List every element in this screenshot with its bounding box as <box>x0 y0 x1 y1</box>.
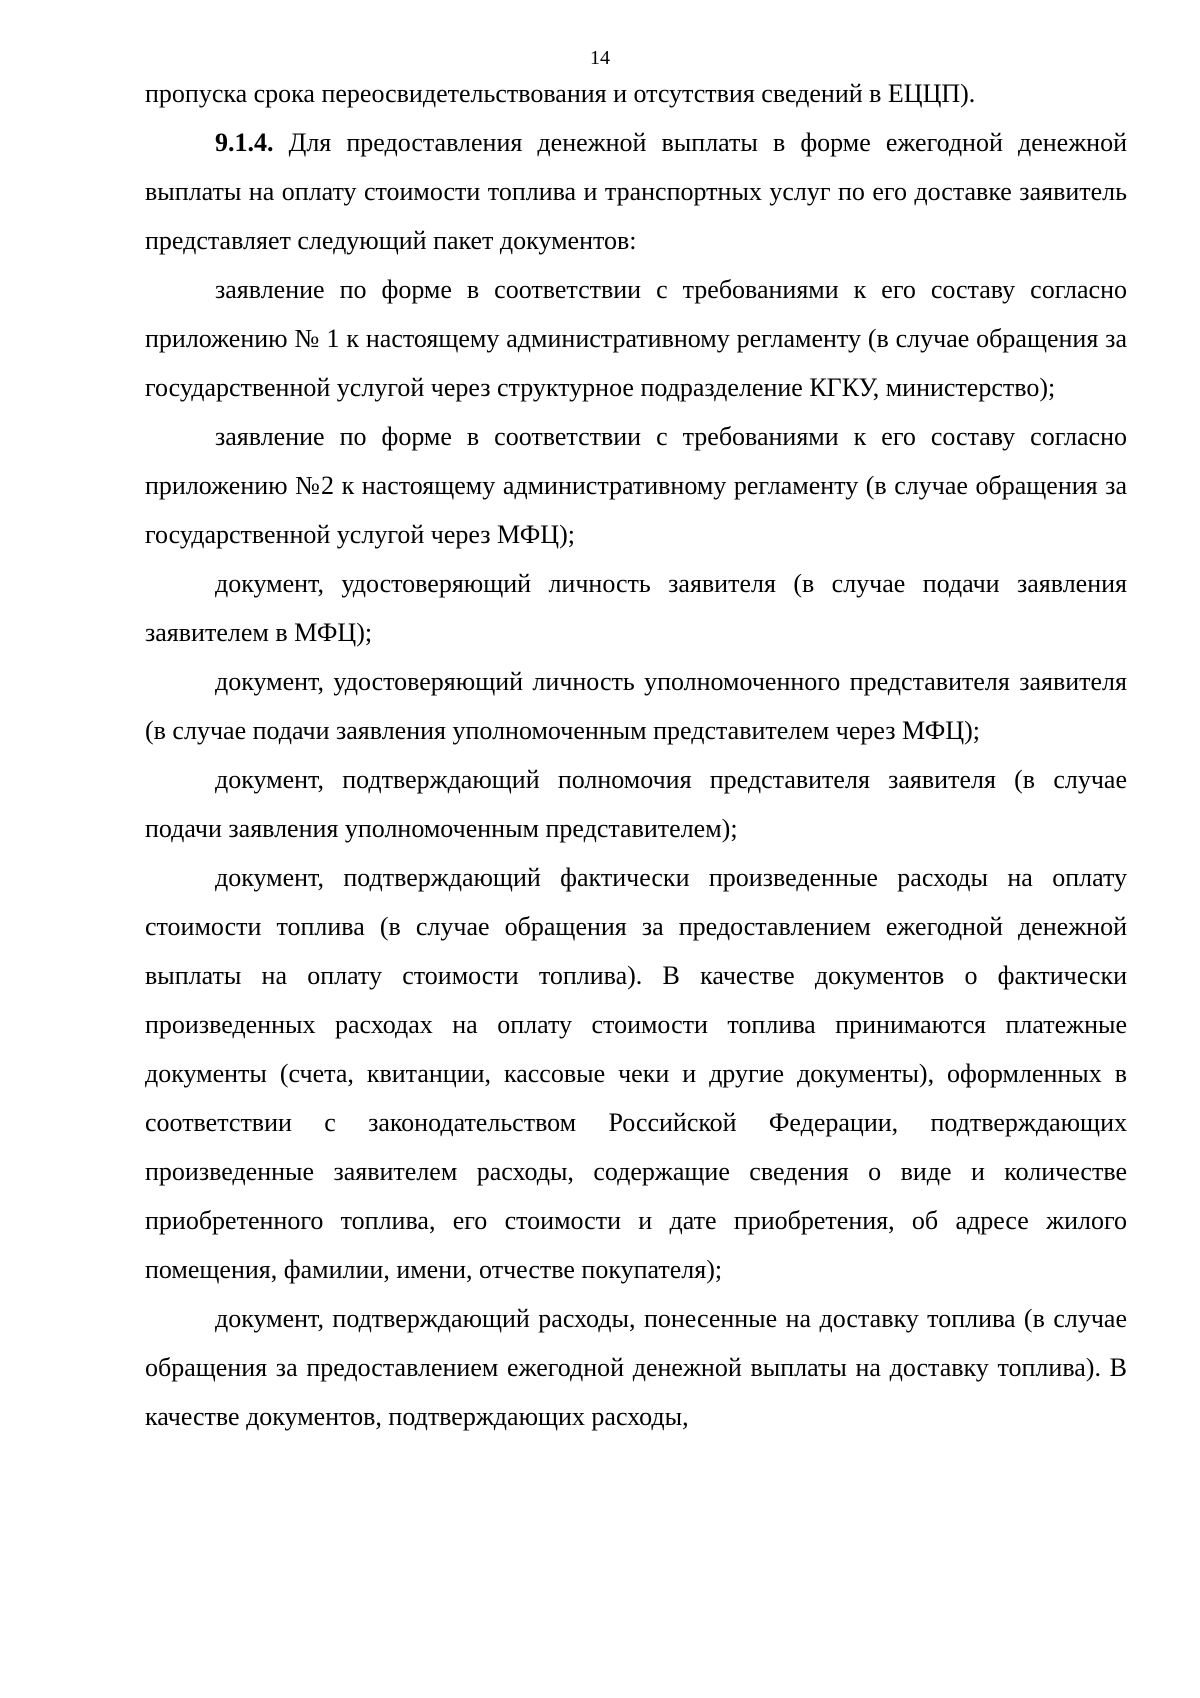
paragraph-text: заявление по форме в соответствии с требованиями к его составу согласно приложению № 1 к настоящему административному регламенту (в случае обращения за государственной услугой через структурное подразделение КГКУ, министерство); <box>145 275 1127 402</box>
list-item-representative-id <box>145 657 1127 755</box>
paragraph-continuation <box>145 69 1127 118</box>
list-item-application-form-2 <box>145 412 1127 559</box>
page-number: 14 <box>590 47 610 69</box>
section-9-1-4-paragraph <box>145 118 1127 265</box>
paragraph-text: Для предоставления денежной выплаты в форме ежегодной денежной выплаты на оплату стоимости топлива и транспортных услуг по его доставке заявитель представляет следующий пакет документов: <box>145 128 1127 255</box>
paragraph-text: документ, удостоверяющий личность заявителя (в случае подачи заявления заявителем в МФЦ); <box>145 569 1127 647</box>
section-number: 9.1.4. <box>215 128 274 157</box>
paragraph-text: заявление по форме в соответствии с требованиями к его составу согласно приложению №2 к настоящему административному регламенту (в случае обращения за государственной услугой через МФЦ); <box>145 422 1127 549</box>
paragraph-text: пропуска срока переосвидетельствования и отсутствия сведений в ЕЦЦП). <box>145 79 976 108</box>
list-item-application-form-1 <box>145 265 1127 412</box>
paragraph-text: документ, подтверждающий полномочия представителя заявителя (в случае подачи заявления уполномоченным представителем); <box>145 765 1127 843</box>
paragraph-text: документ, подтверждающий фактически произведенные расходы на оплату стоимости топлива (в случае обращения за предоставлением ежегодной денежной выплаты на оплату стоимости топлива). В качестве документов о фактически произведенных расходах на оплату стоимости топлива принимаются платежные документы (счета, квитанции, кассовые чеки и другие документы), оформленных в соответствии с законодательством Российской Федерации, подтверждающих произведенные заявителем расходы, содержащие сведения о виде и количестве приобретенного топлива, его стоимости и дате приобретения, об адресе жилого помещения, фамилии, имени, отчестве покупателя); <box>145 863 1127 1284</box>
list-item-applicant-id <box>145 559 1127 657</box>
paragraph-text: документ, подтверждающий расходы, понесенные на доставку топлива (в случае обращения за предоставлением ежегодной денежной выплаты на доставку топлива). В качестве документов, подтверждающих расходы, <box>145 1304 1127 1431</box>
document-body <box>145 69 1127 1441</box>
paragraph-text: документ, удостоверяющий личность уполномоченного представителя заявителя (в случае подачи заявления уполномоченным представителем через МФЦ); <box>145 667 1127 745</box>
list-item-delivery-expenses <box>145 1294 1127 1441</box>
list-item-representative-authority <box>145 755 1127 853</box>
list-item-fuel-expenses <box>145 853 1127 1294</box>
